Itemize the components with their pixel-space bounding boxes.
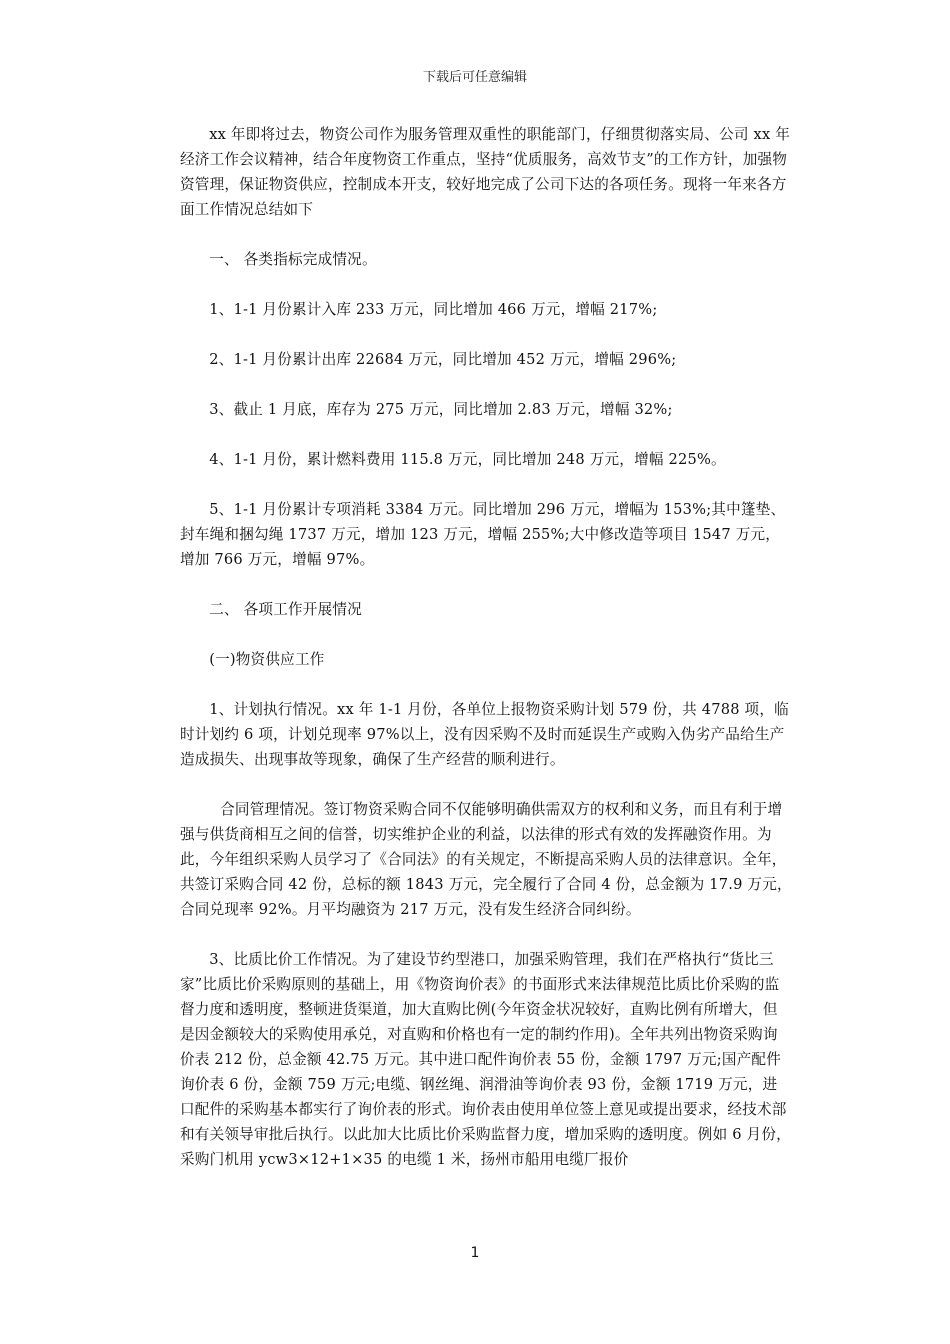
intro-paragraph: xx 年即将过去，物资公司作为服务管理双重性的职能部门，仔细贯彻落实局、公司 xx 年经济工作会议精神，结合年度物资工作重点，坚持“优质服务，高效节支”的工作方针，加强物资管理，保证物资供应，控制成本开支，较好地完成了公司下达的各项任务。现将一年来各方面工作情况总结如下 [180, 126, 791, 218]
list-item: 5、1-1 月份累计专项消耗 3384 万元。同比增加 296 万元，增幅为 153%;其中篷垫、封车绳和捆勾绳 1737 万元，增加 123 万元，增幅 255%;大中修改造等项目 1547 万元，增加 766 万元，增幅 97%。 [180, 501, 786, 568]
page-number: 1 [470, 1245, 480, 1261]
list-item: 4、1-1 月份，累计燃料费用 115.8 万元，同比增加 248 万元，增幅 225%。 [209, 451, 726, 468]
document-body [180, 122, 792, 1172]
body-paragraph: 合同管理情况。签订物资采购合同不仅能够明确供需双方的权利和义务，而且有利于增强与供货商相互之间的信誉，切实维护企业的利益，以法律的形式有效的发挥融资作用。为此，今年组织采购人员学习了《合同法》的有关规定，不断提高采购人员的法律意识。全年，共签订采购合同 42 份，总标的额 1843 万元，完全履行了合同 4 份，总金额为 17.9 万元，合同兑现率 92%。月平均融资为 217 万元，没有发生经济合同纠纷。 [180, 801, 792, 918]
section-heading-1: 一、 各类指标完成情况。 [209, 251, 377, 268]
body-paragraph: 1、计划执行情况。xx 年 1-1 月份，各单位上报物资采购计划 579 份，共 4788 项，临时计划约 6 项，计划兑现率 97%以上，没有因采购不及时而延误生产或购入伪劣产品给生产造成损失、出现事故等现象，确保了生产经营的顺利进行。 [180, 701, 789, 768]
section-heading-2: 二、 各项工作开展情况 [209, 601, 362, 618]
subsection-heading: (一)物资供应工作 [209, 651, 325, 668]
list-item: 1、1-1 月份累计入库 233 万元，同比增加 466 万元，增幅 217%; [209, 301, 658, 318]
list-item: 3、截止 1 月底，库存为 275 万元，同比增加 2.83 万元，增幅 32%; [209, 401, 673, 418]
body-paragraph: 3、比质比价工作情况。为了建设节约型港口，加强采购管理，我们在严格执行“货比三家”比质比价采购原则的基础上，用《物资询价表》的书面形式来法律规范比质比价采购的监督力度和透明度，整顿进货渠道，加大直购比例(今年资金状况较好，直购比例有所增大，但是因金额较大的采购使用承兑，对直购和价格也有一定的制约作用)。全年共列出物资采购询价表 212 份，总金额 42.75 万元。其中进口配件询价表 55 份，金额 1797 万元;国产配件询价表 6 份，金额 759 万元;电缆、钢丝绳、润滑油等询价表 93 份，金额 1719 万元，进口配件的采购基本都实行了询价表的形式。询价表由使用单位签上意见或提出要求，经技术部和有关领导审批后执行。以此加大比质比价采购监督力度，增加采购的透明度。例如 6 月份，采购门机用 ycw3×12+1×35 的电缆 1 米，扬州市船用电缆厂报价 [180, 951, 791, 1168]
page-header: 下载后可任意编辑 [422, 70, 527, 85]
list-item: 2、1-1 月份累计出库 22684 万元，同比增加 452 万元，增幅 296%; [209, 351, 677, 368]
